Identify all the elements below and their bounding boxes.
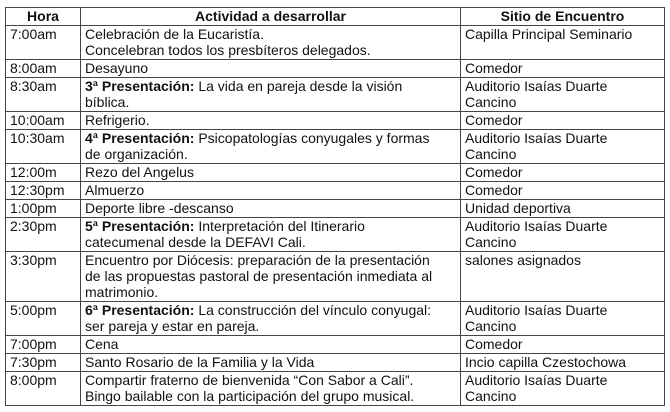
sitio-line: Auditorio Isaías Duarte — [465, 302, 608, 318]
table-row — [6, 182, 665, 200]
hora-cell: 1:00pm — [6, 200, 81, 218]
actividad-line — [85, 302, 456, 318]
table-row — [6, 302, 665, 336]
actividad-line — [85, 200, 456, 216]
sitio-cell — [461, 78, 665, 112]
actividad-cell — [81, 302, 461, 336]
actividad-text: de organización. — [85, 146, 188, 162]
sitio-cell — [461, 182, 665, 200]
actividad-line — [85, 284, 456, 300]
actividad-text: Compartir fraterno de bienvenida “Con Sabor a Cali”. — [85, 372, 414, 388]
actividad-text: Almuerzo — [85, 182, 145, 198]
table-row — [6, 130, 665, 164]
sitio-line: Comedor — [465, 112, 523, 128]
actividad-text: de las propuestas pastoral de presentación inmediata al — [85, 268, 433, 284]
sitio-cell — [461, 354, 665, 372]
hora-cell: 7:00pm — [6, 336, 81, 354]
sitio-line: Cancino — [465, 318, 517, 334]
actividad-cell — [81, 112, 461, 130]
sitio-line: Unidad deportiva — [465, 200, 571, 216]
sitio-cell — [461, 218, 665, 252]
header-hora: Hora — [6, 8, 81, 26]
actividad-text: bíblica. — [85, 94, 130, 110]
hora-cell: 12:00m — [6, 164, 81, 182]
actividad-cell — [81, 130, 461, 164]
sitio-cell — [461, 200, 665, 218]
actividad-cell — [81, 252, 461, 302]
actividad-line — [85, 218, 456, 234]
actividad-text: Encuentro por Diócesis: preparación de la presentación — [85, 252, 430, 268]
hora-cell: 3:30pm — [6, 252, 81, 302]
sitio-line: Cancino — [465, 146, 517, 162]
hora-cell: 7:00am — [6, 26, 81, 60]
table-row — [6, 252, 665, 302]
table-row — [6, 78, 665, 112]
actividad-text: Concelebran todos los presbíteros delegados. — [85, 42, 371, 58]
actividad-line — [85, 234, 456, 250]
hora-cell: 8:00am — [6, 60, 81, 78]
actividad-line — [85, 78, 456, 94]
sitio-line: Cancino — [465, 94, 517, 110]
actividad-line — [85, 60, 456, 76]
actividad-text: catecumenal desde la DEFAVI Cali. — [85, 234, 306, 250]
hora-cell: 10:00am — [6, 112, 81, 130]
hora-cell: 7:30pm — [6, 354, 81, 372]
hora-cell: 5:00pm — [6, 302, 81, 336]
actividad-cell — [81, 164, 461, 182]
actividad-text: Rezo del Angelus — [85, 164, 194, 180]
presentation-label: 5ª Presentación: — [85, 218, 195, 234]
sitio-cell — [461, 130, 665, 164]
actividad-text: Deporte libre -descanso — [85, 200, 234, 216]
actividad-line — [85, 42, 456, 58]
schedule-header — [6, 8, 665, 26]
hora-cell: 2:30pm — [6, 218, 81, 252]
actividad-text: ser pareja y estar en pareja. — [85, 318, 260, 334]
sitio-cell — [461, 112, 665, 130]
table-row — [6, 26, 665, 60]
actividad-line — [85, 146, 456, 162]
actividad-line — [85, 372, 456, 388]
actividad-text: Desayuno — [85, 60, 149, 76]
presentation-label: 3ª Presentación: — [85, 78, 195, 94]
table-row — [6, 60, 665, 78]
actividad-line — [85, 182, 456, 198]
table-row — [6, 164, 665, 182]
actividad-line — [85, 112, 456, 128]
sitio-cell — [461, 336, 665, 354]
hora-cell: 12:30pm — [6, 182, 81, 200]
actividad-cell — [81, 336, 461, 354]
sitio-cell — [461, 26, 665, 60]
actividad-text: Celebración de la Eucaristía. — [85, 26, 264, 42]
actividad-text: La vida en pareja desde la visión — [194, 78, 403, 94]
actividad-line — [85, 252, 456, 268]
table-row — [6, 372, 665, 406]
sitio-line: Capilla Principal Seminario — [465, 26, 633, 42]
sitio-cell — [461, 60, 665, 78]
actividad-text: Interpretación del Itinerario — [194, 218, 365, 234]
actividad-cell — [81, 354, 461, 372]
sitio-line: Comedor — [465, 336, 523, 352]
sitio-line: Comedor — [465, 164, 523, 180]
actividad-line — [85, 26, 456, 42]
sitio-line: Comedor — [465, 182, 523, 198]
sitio-cell — [461, 302, 665, 336]
sitio-line: Incio capilla Czestochowa — [465, 354, 627, 370]
actividad-cell — [81, 26, 461, 60]
actividad-text: Cena — [85, 336, 119, 352]
schedule-table — [5, 7, 665, 406]
table-row — [6, 354, 665, 372]
actividad-text: Bingo bailable con la participación del grupo musical. — [85, 388, 415, 404]
actividad-cell — [81, 182, 461, 200]
actividad-cell — [81, 372, 461, 406]
actividad-cell — [81, 200, 461, 218]
actividad-cell — [81, 218, 461, 252]
sitio-line: Auditorio Isaías Duarte — [465, 218, 608, 234]
actividad-text: Santo Rosario de la Familia y la Vida — [85, 354, 315, 370]
hora-cell: 10:30am — [6, 130, 81, 164]
actividad-line — [85, 164, 456, 180]
table-row — [6, 112, 665, 130]
actividad-line — [85, 354, 456, 370]
table-row — [6, 336, 665, 354]
header-sitio: Sitio de Encuentro — [461, 8, 665, 26]
actividad-text: matrimonio. — [85, 284, 159, 300]
sitio-line: Auditorio Isaías Duarte — [465, 372, 608, 388]
sitio-line: Auditorio Isaías Duarte — [465, 78, 608, 94]
table-row — [6, 218, 665, 252]
schedule-body — [6, 26, 665, 406]
actividad-cell — [81, 78, 461, 112]
actividad-line — [85, 388, 456, 404]
sitio-line: Auditorio Isaías Duarte — [465, 130, 608, 146]
presentation-label: 6ª Presentación: — [85, 302, 195, 318]
hora-cell: 8:30am — [6, 78, 81, 112]
sitio-cell — [461, 372, 665, 406]
header-actividad: Actividad a desarrollar — [81, 8, 461, 26]
presentation-label: 4ª Presentación: — [85, 130, 195, 146]
sitio-cell — [461, 164, 665, 182]
actividad-text: Psicopatologías conyugales y formas — [194, 130, 430, 146]
actividad-line — [85, 318, 456, 334]
sitio-cell — [461, 252, 665, 302]
sitio-line: Cancino — [465, 234, 517, 250]
actividad-line — [85, 94, 456, 110]
hora-cell: 8:00pm — [6, 372, 81, 406]
sitio-line: Cancino — [465, 388, 517, 404]
header-row — [6, 8, 665, 26]
actividad-text: Refrigerio. — [85, 112, 150, 128]
table-row — [6, 200, 665, 218]
actividad-cell — [81, 60, 461, 78]
sitio-line: salones asignados — [465, 252, 581, 268]
actividad-text: La construcción del vínculo conyugal: — [194, 302, 432, 318]
actividad-line — [85, 336, 456, 352]
actividad-line — [85, 268, 456, 284]
actividad-line — [85, 130, 456, 146]
sitio-line: Comedor — [465, 60, 523, 76]
